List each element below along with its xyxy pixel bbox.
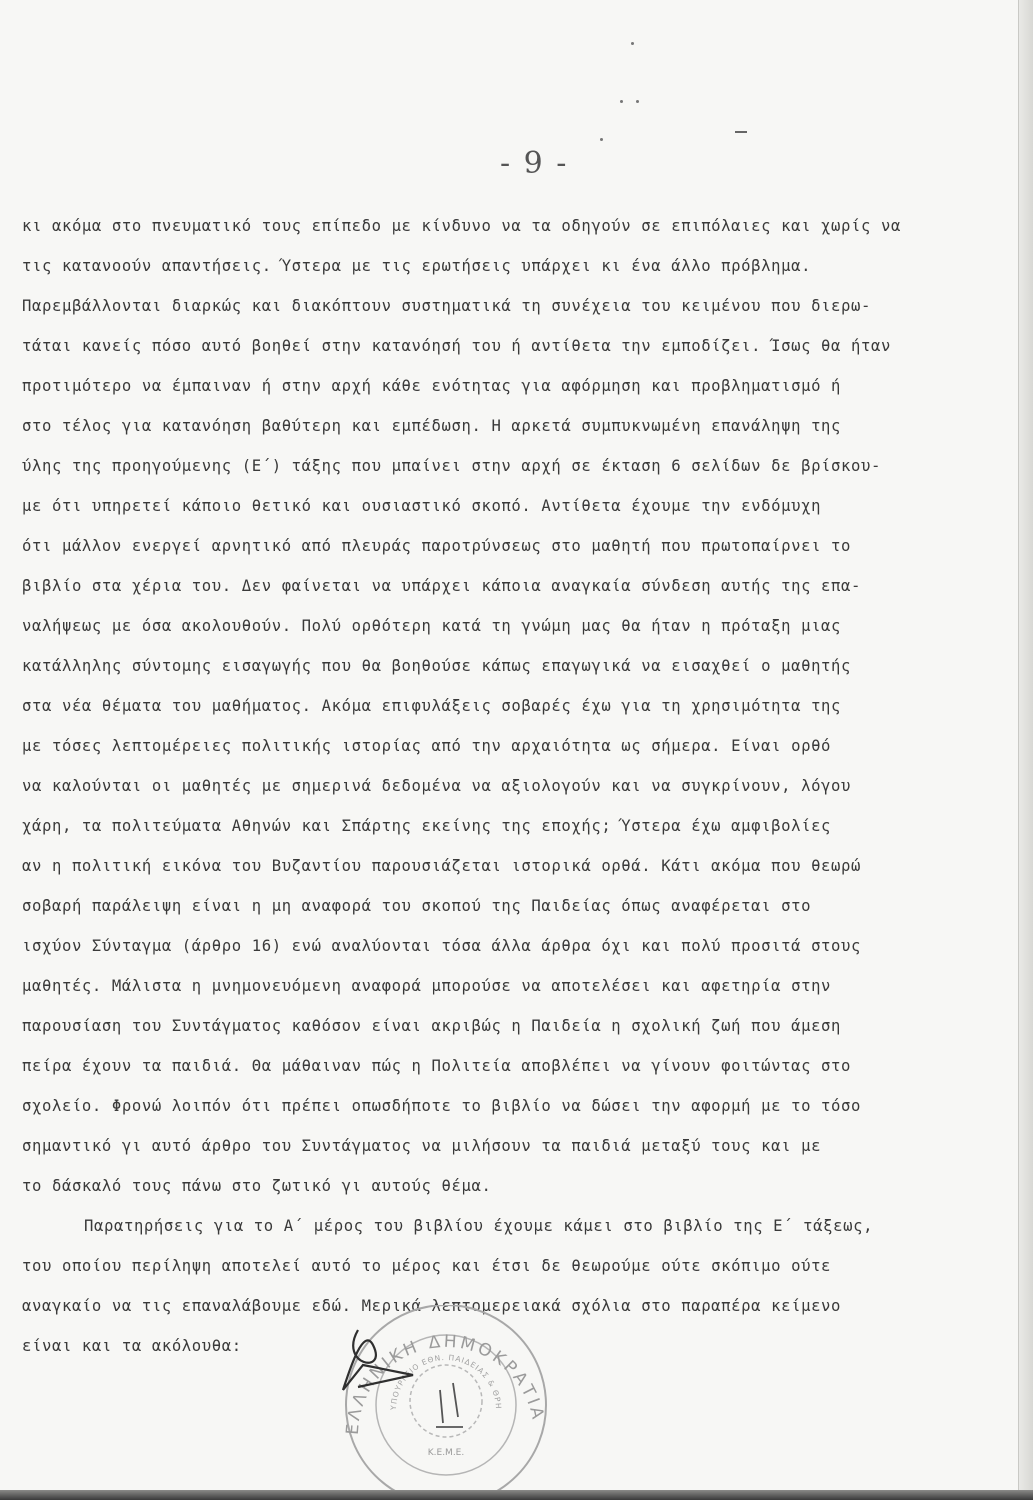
- text-line: στα νέα θέματα του μαθήματος. Ακόμα επιφυλάξεις σοβαρές έχω για τη χρησιμότητα της: [22, 697, 842, 715]
- page-edge-bottom: [0, 1490, 1033, 1500]
- text-line: ότι μάλλον ενεργεί αρνητικό από πλευράς παροτρύνσεως στο μαθητή που πρωτοπαίρνει το: [22, 537, 852, 555]
- stamp-outer-text: ΕΛΛΗΝΙΚΗ ΔΗΜΟΚΡΑΤΙΑ: [342, 1331, 549, 1436]
- page-number: - 9 -: [500, 146, 569, 181]
- text-line: σχολείο. Φρονώ λοιπόν ότι πρέπει οπωσδήποτε το βιβλίο να δώσει την αφορμή με το τόσο: [22, 1097, 862, 1115]
- text-line: του οποίου περίληψη αποτελεί αυτό το μέρος και έτσι δε θεωρούμε ούτε σκόπιμο ούτε: [22, 1257, 832, 1275]
- text-line: Παρατηρήσεις για το Α΄ μέρος του βιβλίου έχουμε κάμει στο βιβλίο της Ε΄ τάξεως,: [84, 1217, 874, 1235]
- official-stamp: [318, 1305, 568, 1495]
- text-line: με ότι υπηρετεί κάποιο θετικό και ουσιαστικό σκοπό. Αντίθετα έχουμε την ενδόμυχη: [22, 497, 822, 515]
- stamp-bottom-text: Κ.Ε.Μ.Ε.: [427, 1448, 465, 1458]
- text-line: προτιμότερο να έμπαιναν ή στην αρχή κάθε ενότητας για αφόρμηση και προβληματισμό ή: [22, 377, 842, 395]
- page-edge-right: [1018, 0, 1033, 1500]
- text-line: βιβλίο στα χέρια του. Δεν φαίνεται να υπάρχει κάποια αναγκαία σύνδεση αυτής της επα-: [22, 577, 862, 595]
- initials-mark: [436, 1383, 463, 1427]
- text-line: ισχύον Σύνταγμα (άρθρο 16) ενώ αναλύονται τόσα άλλα άρθρα όχι και πολύ προσιτά στους: [22, 937, 862, 955]
- text-line: στο τέλος για κατανόηση βαθύτερη και εμπέδωση. Η αρκετά συμπυκνωμένη επανάληψη της: [22, 417, 842, 435]
- text-line: αναγκαίο να τις επαναλάβουμε εδώ. Μερικά λεπτομερειακά σχόλια στο παραπέρα κείμενο: [22, 1297, 842, 1315]
- text-line: Παρεμβάλλονται διαρκώς και διακόπτουν συστηματικά τη συνέχεια του κειμένου που διερω-: [22, 297, 871, 315]
- text-line: το δάσκαλό τους πάνω στο ζωτικό γι αυτούς θέμα.: [22, 1177, 492, 1195]
- text-line: σημαντικό γι αυτό άρθρο του Συντάγματος να μιλήσουν τα παιδιά μεταξύ τους και με: [22, 1137, 822, 1155]
- speck: [600, 138, 603, 141]
- text-line: να καλούνται οι μαθητές με σημερινά δεδομένα να αξιολογούν και να συγκρίνουν, λόγου: [22, 777, 852, 795]
- text-line: κατάλληλης σύντομης εισαγωγής που θα βοηθούσε κάπως επαγωγικά να εισαχθεί ο μαθητής: [22, 657, 852, 675]
- speck: [631, 42, 634, 45]
- speck: [620, 100, 623, 103]
- text-line: μαθητές. Μάλιστα η μνημονευόμενη αναφορά μπορούσε να αποτελέσει και αφετηρία στην: [22, 977, 832, 995]
- text-line: σοβαρή παράλειψη είναι η μη αναφορά του σκοπού της Παιδείας όπως αναφέρεται στο: [22, 897, 812, 915]
- mark-dash: [735, 131, 747, 133]
- text-line: τάται κανείς πόσο αυτό βοηθεί στην κατανόησή του ή αντίθετα την εμποδίζει. Ίσως θα ήταν: [22, 337, 891, 355]
- document-body: [22, 206, 1018, 1366]
- speck: [636, 100, 639, 103]
- text-line: είναι και τα ακόλουθα:: [22, 1337, 242, 1355]
- text-line: τις κατανοούν απαντήσεις. Ύστερα με τις ερωτήσεις υπάρχει κι ένα άλλο πρόβλημα.: [22, 257, 812, 275]
- text-line: ναλήψεως με όσα ακολουθούν. Πολύ ορθότερη κατά τη γνώμη μας θα ήταν η πρόταξη μιας: [22, 617, 842, 635]
- text-line: αν η πολιτική εικόνα του Βυζαντίου παρουσιάζεται ιστορικά ορθά. Κάτι ακόμα που θεωρώ: [22, 857, 862, 875]
- text-line: χάρη, τα πολιτεύματα Αθηνών και Σπάρτης εκείνης της εποχής; Ύστερα έχω αμφιβολίες: [22, 817, 832, 835]
- text-line: κι ακόμα στο πνευματικό τους επίπεδο με κίνδυνο να τα οδηγούν σε επιπόλαιες και χωρίς να: [22, 217, 901, 235]
- text-line: παρουσίαση του Συντάγματος καθόσον είναι ακριβώς η Παιδεία η σχολική ζωή που άμεση: [22, 1017, 842, 1035]
- stamp-inner-text: ΥΠΟΥΡΓΕΙΟ ΕΘΝ. ΠΑΙΔΕΙΑΣ & ΘΡΗ: [388, 1352, 504, 1411]
- text-line: με τόσες λεπτομέρειες πολιτικής ιστορίας από την αρχαιότητα ως σήμερα. Είναι ορθό: [22, 737, 832, 755]
- text-line: πείρα έχουν τα παιδιά. Θα μάθαιναν πώς η Πολιτεία αποβλέπει να γίνουν φοιτώντας στο: [22, 1057, 852, 1075]
- stamp-seal-icon: [318, 1305, 568, 1495]
- text-line: ύλης της προηγούμενης (Ε΄) τάξης που μπαίνει στην αρχή σε έκταση 6 σελίδων δε βρίσκου-: [22, 457, 881, 475]
